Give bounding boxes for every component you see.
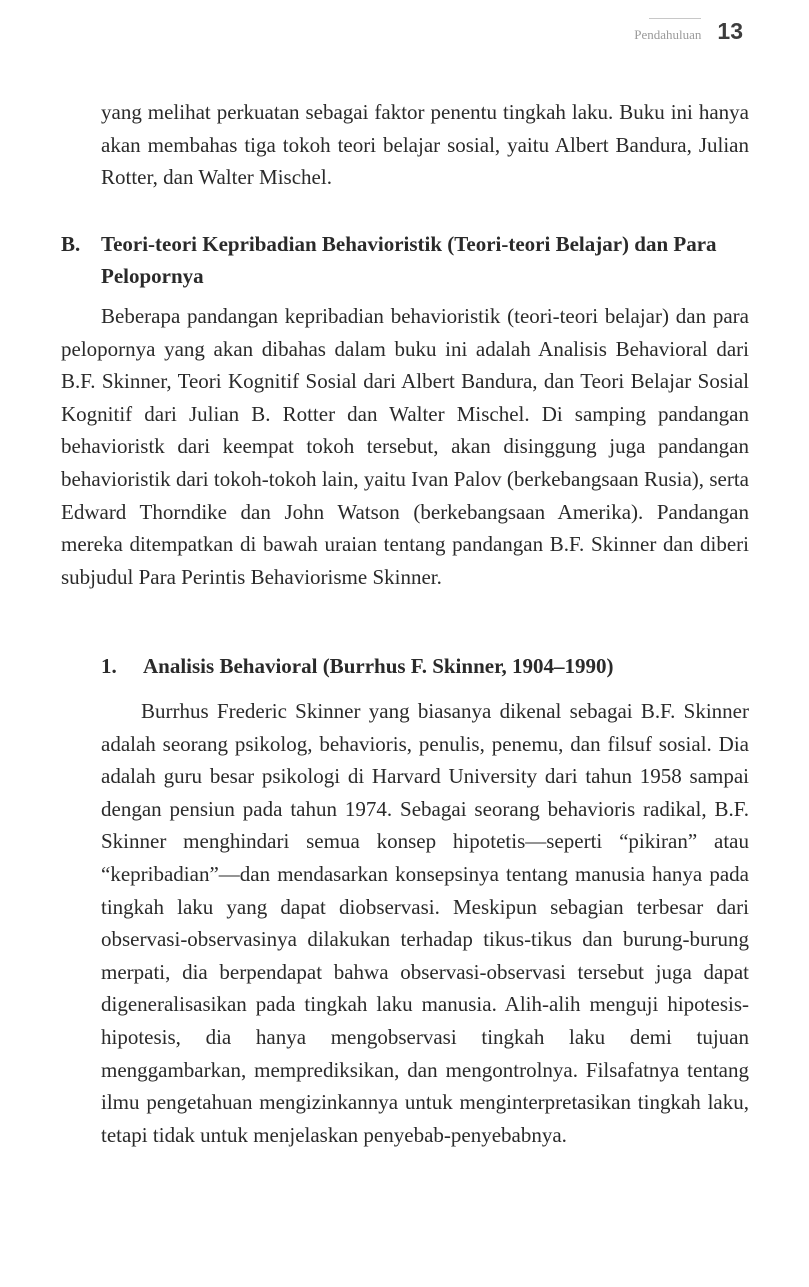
subsection-number: 1. [101, 654, 117, 678]
section-letter: B. [61, 232, 81, 256]
header-rule [649, 18, 701, 19]
section-b-paragraph: Beberapa pandangan kepribadian behavioristik (teori-teori belajar) dan para pelopornya yang akan dibahas dalam buku ini adalah Analisis Behavioral dari B.F. Skinner, Teori Kognitif Sosial dari Albert Bandura, dan Teori Belajar Sosial Kognitif dari Julian B. Rotter dan Walter Mischel. Di samping pandangan behavioristk dari keempat tokoh tersebut, akan disinggung juga pandangan behavioristik dari tokoh-tokoh lain, yaitu Ivan Palov (berkebangsaan Rusia), serta Edward Thorndike dan John Watson (berkebangsaan Amerika). Pandangan mereka ditempatkan di bawah uraian tentang pandangan B.F. Skinner dan diberi subjudul Para Perintis Behaviorisme Skinner. [61, 304, 749, 589]
subsection-1-paragraph: Burrhus Frederic Skinner yang biasanya dikenal sebagai B.F. Skinner adalah seorang psikolog, behavioris, penulis, penemu, dan filsuf sosial. Dia adalah guru besar psikologi di Harvard University dari tahun 1958 sampai dengan pensiun pada tahun 1974. Sebagai seorang behavioris radikal, B.F. Skinner menghindari semua konsep hipotetis—seperti “pikiran” atau “kepribadian”—dan mendasarkan konsepsinya tentang manusia hanya pada tingkah laku yang dapat diobservasi. Meskipun sebagian terbesar dari observasi-observasinya dilakukan terhadap tikus-tikus dan burung-burung merpati, dia berpendapat bahwa observasi-observasi tersebut juga dapat digeneralisasikan pada tingkah laku manusia. Alih-alih menguji hipotesis-hipotesis, dia hanya mengobservasi tingkah laku demi tujuan menggambarkan, memprediksikan, dan mengontrolnya. Filsafatnya tentang ilmu pengetahuan mengizinkannya untuk menginterpretasikan tingkah laku, tetapi tidak untuk menjelaskan penyebab-penyebabnya. [101, 699, 749, 1147]
subsection-title: Analisis Behavioral (Burrhus F. Skinner, 1904–1990) [143, 654, 614, 678]
subsection-1-heading [101, 650, 749, 682]
section-title: Teori-teori Kepribadian Behavioristik (Teori-teori Belajar) dan Para Pelopornya [101, 232, 717, 288]
running-head: Pendahuluan [634, 27, 702, 42]
page-number: 13 [717, 18, 743, 44]
page-header [634, 18, 743, 43]
running-head-block [634, 18, 701, 43]
section-b-heading [61, 228, 749, 292]
continuation-paragraph: yang melihat perkuatan sebagai faktor penentu tingkah laku. Buku ini hanya akan membahas tiga tokoh teori belajar sosial, yaitu Albert Bandura, Julian Rotter, dan Walter Mischel. [101, 100, 749, 190]
